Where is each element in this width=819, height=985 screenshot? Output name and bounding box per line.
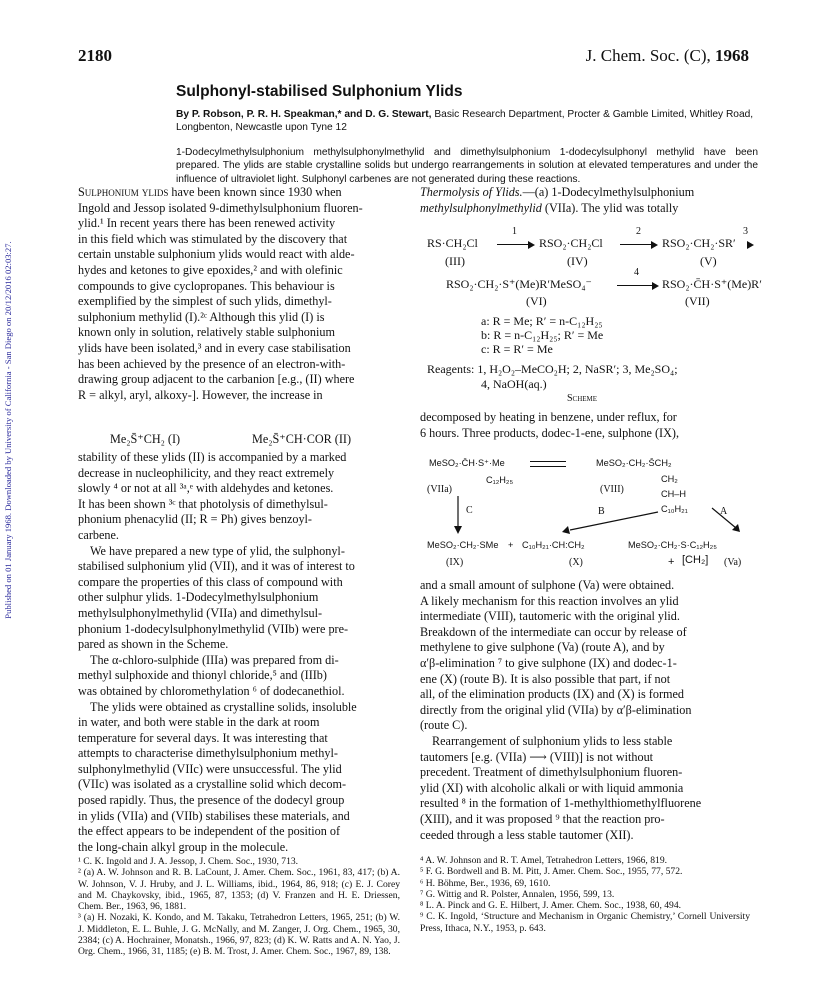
label-III: (III)	[445, 254, 465, 268]
left-intro-paragraph	[78, 185, 400, 403]
compound-V: RSO₂·CH₂·SR′	[662, 236, 736, 250]
formula-II: Me₂S̄⁺CH·COR (II)	[252, 432, 352, 446]
scheme-caption: Scheme	[567, 393, 598, 404]
footnote: ⁸ L. A. Pinck and G. E. Hilbert, J. Amer. Chem. Soc., 1938, 60, 494.	[420, 900, 682, 912]
text-line: It has been shown ³ᶜ that photolysis of dimethylsul-	[78, 496, 328, 511]
step-number: 2	[636, 226, 641, 237]
ylid-VIII-chain-1: CH₂	[661, 474, 678, 484]
text-line: in this field which was stimulated by the discovery that	[78, 231, 348, 246]
page-number: 2180	[78, 46, 112, 65]
text-line: hydes and ketones to give epoxides,² and with olefinic	[78, 262, 343, 277]
label-X: (X)	[569, 557, 583, 568]
right-thermolysis-paragraph	[420, 410, 750, 441]
text-line: directly from the original ylid (VIIa) by α′β-elimination	[420, 702, 692, 717]
footnote: ² (a) A. W. Johnson and R. B. LaCount, J. Amer. Chem. Soc., 1961, 83, 417; (b) A. W. Johnson, V. J. Hruby, and J. L. Williams, ibid., 1964, 86, 918; (c) E. J. Corey and M. Chaykovsky, ibid., 1965, 87, 1353; (d) V. Franzen and H. E. Driessen, Chem. Ber., 1963, 96, 1881.	[78, 867, 400, 913]
label-VIIa: (VIIa)	[427, 484, 452, 495]
text-line: in water, and both were stable in the dark at room	[78, 715, 320, 730]
plus-sign: +	[668, 556, 675, 568]
text-line: Rearrangement of sulphonium ylids to less stable	[432, 733, 673, 748]
text-line: ceeded through a less stable tautomer (XII).	[420, 827, 634, 842]
footnote: ⁶ H. Böhme, Ber., 1936, 69, 1610.	[420, 877, 551, 889]
formula-I: Me₂S̄⁺CH₂ (I)	[110, 432, 181, 446]
section-heading	[420, 185, 750, 216]
text-line: compare the properties of this class of compound with	[78, 574, 343, 589]
abstract: 1-Dodecylmethylsulphonium methylsulphonylmethylid and dimethylsulphonium 1-dodecylsulphonyl methylid have been prepared. The ylids are stable crystalline solids but undergo rearrangements in solution at elevated temperatures and under the influence of ultraviolet light. Sulphonyl carbenes are not generated during these reactions.	[176, 147, 758, 185]
text-line: slowly ⁴ or not at all ³ᵃ,ᵉ with aldehydes and ketones.	[78, 481, 334, 496]
ylid-VIII-chain-2: CH–H	[661, 489, 687, 499]
text-line: sulphonium methylid (I).²ᶜ Although this ylid (I) is	[78, 309, 325, 324]
text-line: resulted ⁸ in the formation of 1-methylthiomethylfluorene	[420, 796, 702, 811]
footnote: ⁴ A. W. Johnson and R. T. Amel, Tetrahedron Letters, 1966, 819.	[420, 855, 668, 866]
text-line: the long-chain alkyl group in the molecule.	[78, 839, 289, 854]
compound-III: RS·CH₂Cl	[427, 236, 478, 250]
author-block	[176, 108, 756, 134]
arrow-step-2	[620, 244, 656, 245]
text-line: methyl sulphoxide and thionyl chloride,⁵ and (IIIb)	[78, 668, 327, 683]
label-V: (V)	[700, 254, 717, 268]
text-line: Thermolysis of Ylids.—(a) 1-Dodecylmethylsulphonium	[420, 185, 695, 199]
text-line: tautomers [e.g. (VIIa) ⟶ (VIII)] is not without	[420, 749, 654, 764]
text-line: all, of the elimination products (IX) and (X) is formed	[420, 687, 684, 702]
text-line: certain unstable sulphonium ylids would react with alde-	[78, 247, 355, 262]
text-line: ylid.¹ In recent years there has been renewed activity	[78, 216, 336, 231]
text-line: other sulphur ylids. 1-Dodecylmethylsulphonium	[78, 590, 319, 605]
equilibrium-arrow	[530, 460, 566, 468]
text-line: ylid (XI) with alcoholic alkali or with liquid ammonia	[420, 780, 684, 795]
arrow-step-4	[617, 285, 657, 286]
variant-a: a: R = Me; R′ = n-C₁₂H₂₅	[481, 314, 603, 328]
text-line: A likely mechanism for this reaction involves an ylid	[420, 593, 679, 608]
text-line: Sulphonium ylids have been known since 1930 when	[78, 185, 342, 199]
text-line: methylsulphonylmethylid (VIIa). The ylid was totally	[420, 200, 679, 215]
text-line: phonium 1-dodecylsulphonylmethylid (VIIb) were pre-	[78, 621, 349, 636]
text-line: ylids have been isolated,³ and in every case stabilisation	[78, 340, 351, 355]
text-line: 6 hours. Three products, dodec-1-ene, sulphone (IX),	[420, 425, 680, 440]
text-line: ene (X) (route B). It is also possible that part, if not	[420, 671, 671, 686]
ylid-VIII: MeSO₂·CH₂·S̄CH₂	[596, 458, 672, 468]
route-C-label: C	[466, 505, 473, 516]
text-line: (XIII), and it was proposed ⁹ that the reaction pro-	[420, 811, 665, 826]
journal-header	[586, 46, 749, 66]
label-IV: (IV)	[567, 254, 588, 268]
arrow-step-1	[497, 244, 533, 245]
label-Va: (Va)	[724, 557, 742, 568]
text-line: exemplified by the simplest of such ylids, dimethyl-	[78, 294, 332, 309]
text-line: was obtained by chloromethylation ⁶ of dodecanethiol.	[78, 683, 345, 698]
text-line: Ingold and Jessop isolated 9-dimethylsulphonium fluoren-	[78, 200, 363, 215]
text-line: The ylids were obtained as crystalline solids, insoluble	[90, 699, 357, 714]
left-footnotes	[78, 856, 400, 958]
text-line: temperature for several days. It was interesting that	[78, 730, 328, 745]
text-line: intermediate (VIII), tautomeric with the original ylid.	[420, 609, 680, 624]
text-line: α′β-elimination ⁷ to give sulphone (IX) and dodec-1-	[420, 655, 677, 670]
methylene-product: [CH₂]	[682, 554, 709, 566]
text-line: carbene.	[78, 527, 119, 542]
label-VII: (VII)	[685, 294, 710, 308]
journal-year: 1968	[715, 46, 749, 65]
text-line: methylsulphonylmethylid (VIIa) and dimethylsul-	[78, 605, 323, 620]
journal-name: J. Chem. Soc. (C),	[585, 46, 711, 65]
compound-VII: RSO₂·C̄H·S⁺(Me)R′	[662, 277, 762, 291]
download-watermark	[0, 120, 16, 740]
text-line: has been achieved by the presence of an electron-with-	[78, 356, 346, 371]
text-line: stability of these ylids (II) is accompanied by a marked	[78, 450, 347, 464]
plus-sign: +	[508, 540, 514, 550]
footnote: ⁷ G. Wittig and R. Polster, Annalen, 1956, 599, 13.	[420, 888, 615, 900]
compound-IV: RSO₂·CH₂Cl	[539, 236, 603, 250]
text-line: pared as shown in the Scheme.	[78, 637, 229, 652]
text-line: compounds to give cyclopropanes. This behaviour is	[78, 278, 335, 293]
lead-in: Sulphonium ylids	[78, 185, 169, 199]
label-IX: (IX)	[446, 557, 464, 568]
product-IX: MeSO₂·CH₂·SMe	[427, 540, 499, 550]
text-line: decrease in nucleophilicity, and they react extremely	[78, 465, 335, 480]
author-names: By P. Robson, P. R. H. Speakman,* and D. G. Stewart,	[176, 109, 432, 120]
text-line: precedent. Treatment of dimethylsulphonium fluoren-	[420, 765, 683, 780]
text-line: The α-chloro-sulphide (IIIa) was prepared from di-	[90, 652, 339, 667]
right-mechanism-paragraph	[420, 578, 750, 843]
text-line: sulphonylmethylid (VIIc) were unsuccessful. The ylid	[78, 761, 342, 776]
variant-b: b: R = n-C₁₂H₂₅; R′ = Me	[481, 328, 604, 342]
product-X: C₁₀H₂₁·CH:CH₂	[522, 540, 585, 550]
label-VIII: (VIII)	[600, 484, 624, 495]
text-line: drawing group adjacent to the carbanion [e.g., (II) where	[78, 372, 355, 387]
reagents-line-1: Reagents: 1, H₂O₂–MeCO₂H; 2, NaSR′; 3, Me₂SO₄;	[427, 362, 678, 376]
compound-VI: RSO₂·CH₂·S⁺(Me)R′MeSO₄⁻	[446, 277, 592, 291]
ylid-VIIa-substituent: C₁₂H₂₅	[486, 475, 514, 485]
label-VI: (VI)	[526, 294, 547, 308]
text-line: attempts to characterise dimethylsulphonium methyl-	[78, 746, 338, 761]
text-line: stabilised sulphonium ylid (VII), and it was of interest to	[78, 559, 355, 574]
text-line: phonium phenacylid (II; R = Ph) gives benzoyl-	[78, 512, 312, 527]
step-number: 3	[743, 226, 748, 237]
text-line: We have prepared a new type of ylid, the sulphonyl-	[90, 543, 345, 558]
step-number: 1	[512, 226, 517, 237]
text-line: decomposed by heating in benzene, under reflux, for	[420, 410, 677, 424]
footnote: ⁵ F. G. Bordwell and B. M. Pitt, J. Amer. Chem. Soc., 1955, 77, 572.	[420, 866, 683, 878]
download-watermark-text: Published on 01 January 1968. Downloaded by University of California - San Diego on 20/12/2016 02:03:27.	[3, 241, 13, 619]
text-line: in ylids (VIIa) and (VIIb) stabilises these materials, and	[78, 808, 350, 823]
route-A-label: A	[720, 506, 728, 517]
article-title: Sulphonyl-stabilised Sulphonium Ylids	[176, 83, 463, 100]
reagents-line-2: 4, NaOH(aq.)	[481, 377, 547, 391]
affiliation: Basic Research Department, Procter & Gamble Limited, Whitley Road, Longbenton, Newcastle upon Tyne 12	[176, 109, 754, 133]
text-line: methylene to give sulphone (Va) (route A), and by	[420, 640, 665, 655]
right-footnotes	[420, 855, 750, 934]
text-line: posed rapidly. Thus, the presence of the dodecyl group	[78, 793, 345, 808]
route-B-label: B	[598, 506, 605, 517]
text-line: the effect appears to be independent of the position of	[78, 824, 341, 839]
ylid-VIII-chain-3: C₁₀H₂₁	[661, 504, 688, 514]
footnote: ¹ C. K. Ingold and J. A. Jessop, J. Chem. Soc., 1930, 713.	[78, 856, 299, 867]
text-line: (VIIc) was isolated as a crystalline solid which decom-	[78, 777, 347, 792]
variant-c: c: R = R′ = Me	[481, 342, 553, 356]
footnote: ⁹ C. K. Ingold, ‘Structure and Mechanism in Organic Chemistry,’ Cornell University Press, Ithaca, N.Y., 1953, p. 643.	[420, 911, 750, 934]
text-line: known only in solution, relatively stable sulphonium	[78, 325, 335, 340]
ylid-VIIa: MeSO₂·C̄H·S⁺·Me	[429, 458, 505, 468]
text-line: R = alkyl, aryl, alkoxy-]. However, the increase in	[78, 387, 323, 402]
footnote: ³ (a) H. Nozaki, K. Kondo, and M. Takaku, Tetrahedron Letters, 1965, 251; (b) W. J. Middleton, E. L. Buhle, J. G. McNally, and M. Zanger, J. Org. Chem., 1965, 30, 2384; (c) A. Hochrainer, Monatsh., 1966, 97, 823; (d) K. W. Ratts and A. N. Yao, J. Org. Chem., 1966, 31, 1185; (e) B. M. Trost, J. Amer. Chem. Soc., 1967, 89, 138.	[78, 912, 400, 958]
left-stability-paragraph	[78, 450, 400, 855]
text-line: and a small amount of sulphone (Va) were obtained.	[420, 578, 675, 592]
step-number: 4	[634, 267, 639, 278]
text-line: (route C).	[420, 718, 468, 733]
product-Va: MeSO₂·CH₂·S·C₁₂H₂₅	[628, 540, 717, 550]
text-line: Breakdown of the intermediate can occur by release of	[420, 624, 687, 639]
